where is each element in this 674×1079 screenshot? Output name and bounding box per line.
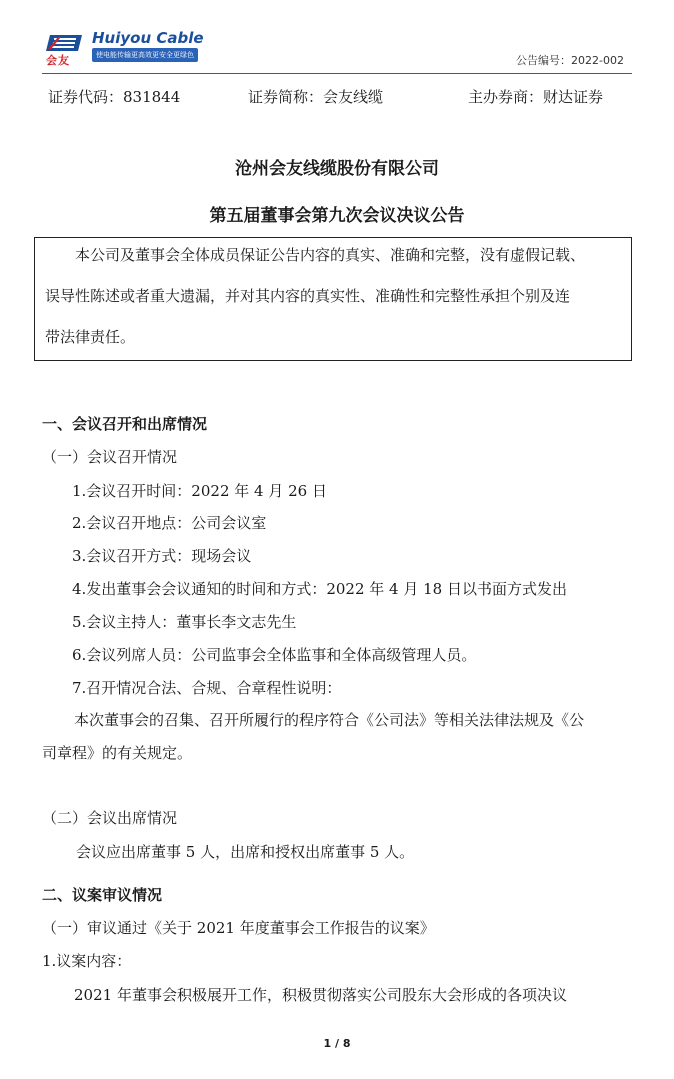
meeting-item-4: 4.发出董事会会议通知的时间和方式：2022 年 4 月 18 日以书面方式发出 [72,580,567,598]
compliance-text-line-1: 本次董事会的召集、召开所履行的程序符合《公司法》等相关法律法规及《公 [74,711,585,729]
logo-slogan: 使电能传输更高效更安全更绿色 [92,48,198,62]
meeting-item-6: 6.会议列席人员：公司监事会全体监事和全体高级管理人员。 [72,646,477,664]
meeting-item-3: 3.会议召开方式：现场会议 [72,547,252,565]
proposal-content-line-1: 2021 年董事会积极展开工作，积极贯彻落实公司股东大会形成的各项决议 [74,986,567,1004]
disclaimer-line-2: 误导性陈述或者重大遗漏，并对其内容的真实性、准确性和完整性承担个别及连 [45,287,571,305]
disclaimer-line-1: 本公司及董事会全体成员保证公告内容的真实、准确和完整，没有虚假记载、 [75,246,586,264]
section-2-heading: 二、议案审议情况 [42,886,163,904]
section-1-sub-2: （二）会议出席情况 [42,809,178,827]
meeting-item-5: 5.会议主持人：董事长李文志先生 [72,613,297,631]
meeting-item-1: 1.会议召开时间：2022 年 4 月 26 日 [72,482,327,500]
header-divider [42,73,632,74]
logo-chinese-text: 会友 [46,54,70,67]
securities-code: 证券代码：831844 [48,88,181,106]
section-1-sub-1: （一）会议召开情况 [42,448,178,466]
meeting-item-7: 7.召开情况合法、合规、合章程性说明： [72,679,342,697]
logo-mark-icon [44,33,84,53]
page-number: 1 / 8 [323,1037,351,1050]
announcement-title: 第五届董事会第九次会议决议公告 [209,206,465,226]
disclaimer-line-3: 带法律责任。 [45,328,136,346]
company-name-title: 沧州会友线缆股份有限公司 [235,159,439,179]
attendance-text: 会议应出席董事 5 人，出席和授权出席董事 5 人。 [76,843,415,861]
securities-abbreviation: 证券简称：会友线缆 [248,88,384,106]
logo-english-text: Huiyou Cable [92,29,204,47]
section-2-sub-1: （一）审议通过《关于 2021 年度董事会工作报告的议案》 [42,919,435,937]
disclaimer-box [34,237,632,361]
meeting-item-2: 2.会议召开地点：公司会议室 [72,514,267,532]
proposal-content-label: 1.议案内容： [42,952,132,970]
section-1-heading: 一、会议召开和出席情况 [42,415,208,433]
compliance-text-line-2: 司章程》的有关规定。 [42,744,193,762]
sponsor-broker: 主办券商：财达证券 [468,88,604,106]
announcement-number: 公告编号：2022-002 [516,54,624,67]
